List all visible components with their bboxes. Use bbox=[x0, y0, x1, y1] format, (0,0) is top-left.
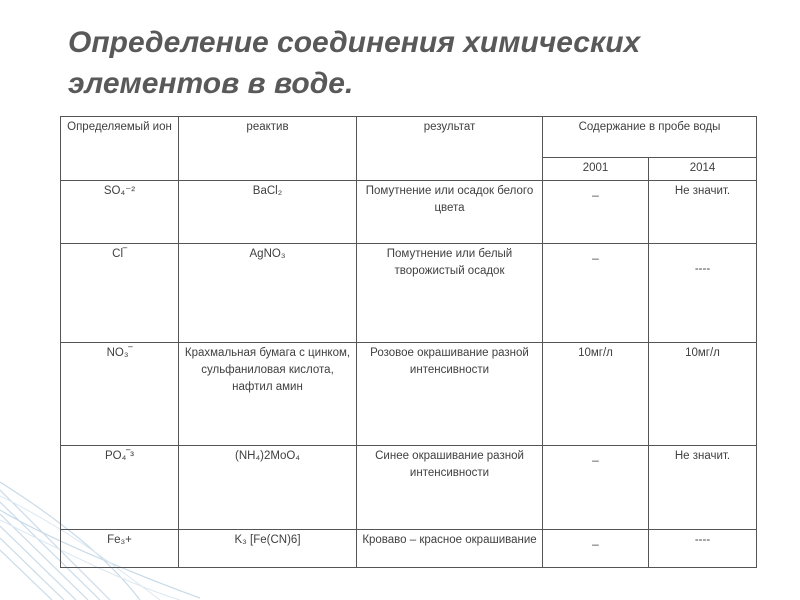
reagent-cell: K₃ [Fe(CN)6] bbox=[179, 530, 357, 568]
value-2001-cell: _ bbox=[543, 244, 649, 343]
table-row bbox=[61, 181, 757, 244]
header-content: Содержание в пробе воды bbox=[543, 117, 757, 158]
value-2014-cell: ---- bbox=[649, 530, 757, 568]
ion-cell: PO₄‾³ bbox=[61, 446, 179, 530]
table-row bbox=[61, 446, 757, 530]
header-result: результат bbox=[357, 117, 543, 181]
ion-cell: Fe₃+ bbox=[61, 530, 179, 568]
reagent-cell: (NH₄)2MoO₄ bbox=[179, 446, 357, 530]
value-2014-cell: 10мг/л bbox=[649, 343, 757, 446]
header-reagent: реактив bbox=[179, 117, 357, 181]
value-2001-cell: _ bbox=[543, 446, 649, 530]
result-cell: Розовое окрашивание разной интенсивности bbox=[357, 343, 543, 446]
ion-cell: Cl‾ bbox=[61, 244, 179, 343]
result-cell: Синее окрашивание разной интенсивности bbox=[357, 446, 543, 530]
value-2001-cell: _ bbox=[543, 530, 649, 568]
header-ion: Определяемый ион bbox=[61, 117, 179, 181]
table-row bbox=[61, 343, 757, 446]
table-row bbox=[61, 530, 757, 568]
value-2014-cell: Не значит. bbox=[649, 181, 757, 244]
ion-cell: NO₃‾ bbox=[61, 343, 179, 446]
result-cell: Помутнение или осадок белого цвета bbox=[357, 181, 543, 244]
value-2014-cell: ---- bbox=[649, 244, 757, 343]
table-header-row bbox=[61, 117, 757, 158]
value-2014-cell: Не значит. bbox=[649, 446, 757, 530]
reagent-cell: BaCl₂ bbox=[179, 181, 357, 244]
header-year-2014: 2014 bbox=[649, 158, 757, 181]
value-2001-cell: _ bbox=[543, 181, 649, 244]
ion-cell: SO₄⁻² bbox=[61, 181, 179, 244]
slide-title: Определение соединения химических элементов в воде. bbox=[68, 26, 641, 100]
reagent-cell: Крахмальная бумага с цинком, сульфаниловая кислота, нафтил амин bbox=[179, 343, 357, 446]
table-row bbox=[61, 244, 757, 343]
result-cell: Помутнение или белый творожистый осадок bbox=[357, 244, 543, 343]
value-2001-cell: 10мг/л bbox=[543, 343, 649, 446]
header-year-2001: 2001 bbox=[543, 158, 649, 181]
ion-detection-table bbox=[60, 116, 757, 568]
reagent-cell: AgNO₃ bbox=[179, 244, 357, 343]
result-cell: Кроваво – красное окрашивание bbox=[357, 530, 543, 568]
